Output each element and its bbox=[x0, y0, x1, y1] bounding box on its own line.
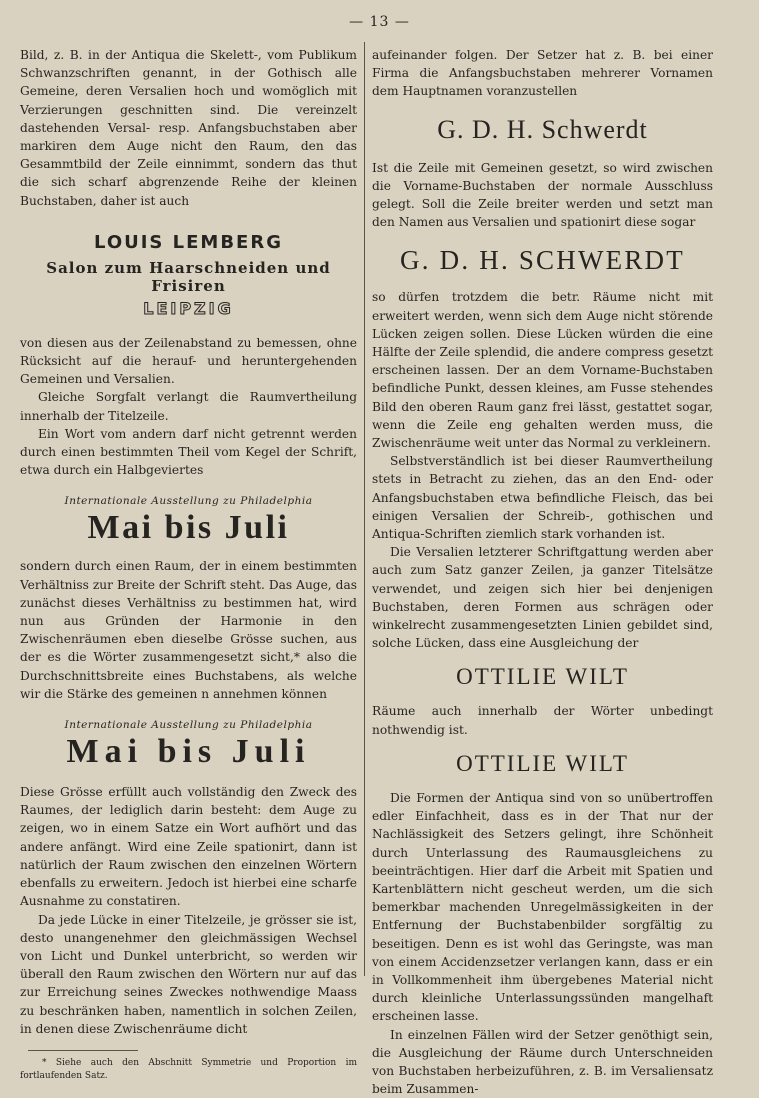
paragraph: In einzelnen Fällen wird der Setzer genöthigt sein, die Ausgleichung der Räume durch Unterschneiden von Buchstaben herbeizuführen, z. B. im Versaliensatz beim Zusammen- bbox=[372, 1027, 713, 1097]
example-caps-balanced: OTTILIE WILT bbox=[456, 750, 629, 776]
paragraph: Die Versalien letzterer Schriftgattung werden aber auch zum Satz ganzer Zeilen, ja ganzer Titelsätze verwendet, und zeigen sich hier bei denjenigen Buchstaben, deren Formen aus schrägen oder winkelrecht zusammengesetzten Linien gebildet sind, solche Lücken, dass eine Ausgleichung der bbox=[372, 545, 713, 651]
paragraph: aufeinander folgen. Der Setzer hat z. B. bei einer Firma die Anfangsbuchstaben mehrerer Vornamen dem Hauptnamen voranzustellen bbox=[372, 48, 713, 99]
paragraph: Gleiche Sorgfalt verlangt die Raumvertheilung innerhalb der Titelzeile. bbox=[20, 390, 357, 423]
paragraph: Ein Wort vom andern darf nicht getrennt werden durch einen bestimmten Theil vom Kegel der Schrift, etwa durch ein Halbgeviertes bbox=[20, 426, 357, 478]
paragraph: Räume auch innerhalb der Wörter unbedingt nothwendig ist. bbox=[372, 704, 713, 737]
example-caps-name: G. D. H. SCHWERDT bbox=[400, 245, 685, 276]
example-script-line: Internationale Ausstellung zu Philadelphia bbox=[64, 495, 313, 508]
footnote: * Siehe auch den Abschnitt Symmetrie und Proportion im fortlaufenden Satz. bbox=[20, 1057, 357, 1081]
example-name-line: LOUIS LEMBERG bbox=[93, 231, 283, 253]
example-script-line: Internationale Ausstellung zu Philadelphia bbox=[64, 719, 313, 732]
right-column bbox=[372, 46, 713, 1097]
paragraph: sondern durch einen Raum, der in einem bestimmten Verhältniss zur Breite der Schrift steht. Das Auge, das zunächst dieses Verhältniss zu bestimmen hat, wird nun aus Gründen der Harmonie in den Zwischenräumen eben dieselbe Grösse suchen, aus der es die Wörter zusammengesetzt sicht,* also die Durchschnittsbreite eines Buchstabens, als welche wir die Stärke des gemeinen n annehmen können bbox=[20, 559, 357, 701]
paragraph: von diesen aus der Zeilenabstand zu bemessen, ohne Rücksicht auf die herauf- und heruntergehenden Gemeinen und Versalien. bbox=[20, 335, 357, 387]
example-bold-wide-line: Mai bis Juli bbox=[66, 733, 311, 771]
paragraph: Da jede Lücke in einer Titelzeile, je grösser sie ist, desto unangenehmer den gleichmässigen Wechsel von Licht und Dunkel unterbricht, so werden wir überall den Raum zwischen den Wörtern nur auf das zur Erreichung seines Zweckes nothwendige Maass zu beschränken haben, namentlich in solchen Zeilen, in denen diese Zwischenräume dicht bbox=[20, 912, 357, 1036]
paragraph: so dürfen trotzdem die betr. Räume nicht mit erweitert werden, wenn sich dem Auge nicht störende Lücken zeigen sollen. Diese Lücken würden die eine Hälfte der Zeile splendid, die andere compress gesetzt erscheinen lassen. Der an dem Vorname-Buchstaben befindliche Punkt, dessen kleines, am Fusse stehendes Bild den oberen Raum ganz frei lässt, gestattet sogar, wenn die Zeile eng gehalten werden muss, die Zwischenräume weit unter das Normal zu verkleinern. bbox=[372, 290, 713, 451]
paragraph: Selbstverständlich ist bei dieser Raumvertheilung stets in Betracht zu ziehen, das an den End- oder Anfangsbuchstaben etwa befindliche Fleisch, das bei einigen Versalien der Schreib-, gothischen und Antiqua-Schriften ziemlich stark vorhanden ist. bbox=[372, 454, 713, 542]
left-column bbox=[20, 46, 357, 1081]
paragraph: Bild, z. B. in der Antiqua die Skelett-, vom Publikum Schwanzschriften genannt, in der Gothisch alle Gemeine, deren Versalien hoch und womöglich mit Verzierungen geschnitten sind. Die vereinzelt dastehenden Versal- resp. Anfangsbuchstaben aber markiren dem Auge nicht den Raum, den das Gesammtbild der Zeile einnimmt, sondern das thut die sich scharf abgrenzende Reihe der kleinen Buchstaben, daher ist auch bbox=[20, 48, 357, 208]
paragraph: Ist die Zeile mit Gemeinen gesetzt, so wird zwischen die Vorname-Buchstaben der normale Ausschluss gelegt. Soll die Zeile breiter werden und setzt man den Namen aus Versalien und spationirt diese sogar bbox=[372, 160, 713, 230]
example-bold-line: Mai bis Juli bbox=[87, 509, 290, 547]
page-number: — 13 — bbox=[349, 14, 410, 30]
example-lowercase-name: G. D. H. Schwerdt bbox=[437, 114, 648, 144]
example-caps-unequal: OTTILIE WILT bbox=[456, 664, 629, 690]
example-fraktur-line: Salon zum Haarschneiden und Frisiren bbox=[46, 258, 331, 295]
footnote-rule bbox=[28, 1050, 138, 1051]
paragraph: Die Formen der Antiqua sind von so unübertroffen edler Einfachheit, dass es in der That nur der Nachlässigkeit des Setzers gelingt, ihre Schönheit durch Unterlassung des Raumausgleichens zu beeinträchtigen. Hier darf die Arbeit mit Spatien und Kartenblättern nicht gescheut werden, um die sich bemerkbar machenden Unregelmässigkeiten in der Entfernung der Buchstabenbilder sorgfältig zu beseitigen. Denn es ist wohl das Geringste, was man von einem Accidenzsetzer verlangen kann, dass er ein in Vollkommenheit ihm übergebenes Material nicht durch kleinliche Unterlassungssünden mangelhaft erscheinen lasse. bbox=[372, 790, 713, 1024]
paragraph: Diese Grösse erfüllt auch vollständig den Zweck des Raumes, der lediglich darin besteht: dem Auge zu zeigen, wo in einem Satze ein Wort aufhört und das andere anfängt. Wird eine Zeile spationirt, dann ist natürlich der Raum zwischen den einzelnen Wörtern ebenfalls zu erweitern. Jedoch ist hierbei eine scharfe Ausnahme zu constatiren. bbox=[20, 785, 357, 909]
column-divider bbox=[364, 42, 365, 976]
example-outline-line: LEIPZIG bbox=[143, 298, 234, 318]
